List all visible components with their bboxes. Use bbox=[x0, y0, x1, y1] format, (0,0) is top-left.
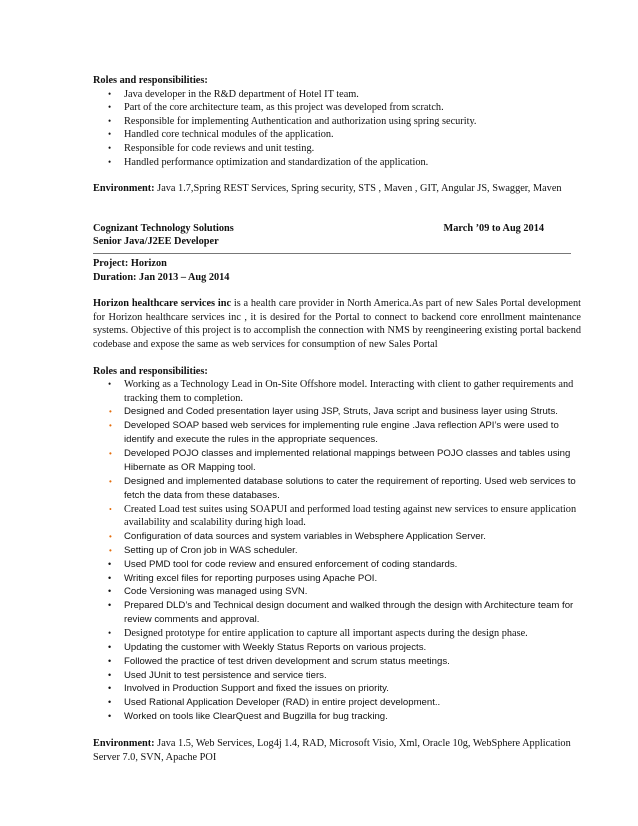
environment-2 bbox=[93, 737, 581, 764]
list-item bbox=[93, 378, 581, 405]
list-item-text: Designed and implemented database solutions to cater the requirement of reporting. Used web services to fetch the data from these databases. bbox=[124, 475, 576, 501]
list-item-text: Created Load test suites using SOAPUI and performed load testing against new services to ensure application availability and scalability during high load. bbox=[124, 503, 577, 529]
environment-1 bbox=[93, 182, 581, 196]
list-item bbox=[93, 88, 581, 102]
divider bbox=[93, 249, 571, 254]
list-item bbox=[93, 627, 581, 641]
project-duration: Duration: Jan 2013 – Aug 2014 bbox=[93, 271, 230, 283]
list-item bbox=[93, 585, 581, 599]
bullet-icon: • bbox=[108, 379, 112, 390]
list-item bbox=[93, 419, 581, 447]
job-dates: March ’09 to Aug 2014 bbox=[443, 222, 544, 234]
bullet-icon: • bbox=[108, 88, 112, 99]
list-item-text: Configuration of data sources and system variables in Websphere Application Server. bbox=[124, 530, 486, 542]
env-text-2: Java 1.5, Web Services, Log4j 1.4, RAD, Microsoft Visio, Xml, Oracle 10g, WebSphere Application Server 7.0, SVN, Apache POI bbox=[93, 738, 571, 763]
env-label-1: Environment: bbox=[93, 183, 155, 195]
list-item bbox=[93, 475, 581, 503]
list-item bbox=[93, 142, 581, 156]
list-item-text: Updating the customer with Weekly Status Reports on various projects. bbox=[124, 641, 427, 653]
list-item bbox=[93, 696, 581, 710]
bullet-icon: • bbox=[108, 628, 112, 639]
bullet-icon: • bbox=[108, 600, 112, 611]
bullet-icon: • bbox=[109, 421, 112, 431]
list-item-text: Code Versioning was managed using SVN. bbox=[124, 586, 308, 598]
list-item bbox=[93, 115, 581, 129]
list-item-text: Designed prototype for entire application to capture all important aspects during the design phase. bbox=[124, 628, 528, 640]
list-item-text: Prepared DLD’s and Technical design document and walked through the design with Architecture team for review comments and approval. bbox=[124, 600, 574, 626]
bullet-icon: • bbox=[108, 102, 112, 113]
list-item bbox=[93, 710, 581, 724]
list-item bbox=[93, 447, 581, 475]
bullet-icon: • bbox=[109, 449, 112, 458]
bullet-icon: • bbox=[108, 669, 112, 680]
list-item bbox=[93, 530, 581, 544]
list-item-text: Writing excel files for reporting purposes using Apache POI. bbox=[124, 572, 378, 584]
env-label-2: Environment: bbox=[93, 738, 155, 750]
list-item bbox=[93, 156, 581, 170]
bullet-icon: • bbox=[108, 586, 112, 597]
bullet-icon: • bbox=[108, 697, 112, 708]
list-item-text: Developed POJO classes and implemented relational mappings between POJO classes and tables using Hibernate as OR Mapping tool. bbox=[124, 448, 571, 473]
list-item bbox=[93, 641, 581, 655]
bullet-icon: • bbox=[108, 711, 112, 722]
list-item-text: Worked on tools like ClearQuest and Bugzilla for bug tracking. bbox=[124, 711, 388, 723]
env-text-1: Java 1.7,Spring REST Services, Spring security, STS , Maven , GIT, Angular JS, Swagger, Maven bbox=[154, 183, 562, 195]
list-item-text: Used JUnit to test persistence and service tiers. bbox=[124, 669, 327, 681]
roles-heading-1: Roles and responsibilities: bbox=[93, 75, 208, 86]
list-item-text: Used Rational Application Developer (RAD) in entire project development.. bbox=[124, 697, 441, 709]
list-item-text: Used PMD tool for code review and ensured enforcement of coding standards. bbox=[124, 558, 458, 570]
company-name: Cognizant Technology Solutions bbox=[93, 222, 234, 234]
roles-list-2 bbox=[93, 378, 581, 724]
bullet-icon: • bbox=[109, 531, 112, 541]
bullet-icon: • bbox=[108, 142, 112, 153]
list-item bbox=[93, 682, 581, 696]
list-item-text: Java developer in the R&D department of Hotel IT team. bbox=[124, 88, 359, 100]
list-item bbox=[93, 544, 581, 558]
list-item bbox=[93, 101, 581, 115]
list-item-text: Developed SOAP based web services for implementing rule engine .Java reflection API’s were used to identify and execute the rules in the appropriate sequences. bbox=[124, 420, 559, 446]
bullet-icon: • bbox=[108, 115, 112, 126]
list-item-text: Working as a Technology Lead in On-Site Offshore model. Interacting with client to gather requirements and tracking them to completion. bbox=[124, 379, 574, 404]
bullet-icon: • bbox=[109, 545, 112, 555]
project-name: Project: Horizon bbox=[93, 257, 167, 269]
bullet-icon: • bbox=[108, 655, 112, 666]
roles-heading-2: Roles and responsibilities: bbox=[93, 365, 208, 377]
bullet-icon: • bbox=[108, 129, 112, 140]
list-item bbox=[93, 128, 581, 142]
list-item-text: Setting up of Cron job in WAS scheduler. bbox=[124, 544, 298, 556]
summary-text: is a health care provider in North America.As part of new Sales Portal development for Horizon healthcare services inc , it is desired for the Portal to connect to backend core enrollment maintenance systems. Objective of this project is to accomplish the connection with NMS by reengineering existing portal backend codebase and expose the same as web services for consumption of new Sales Portal bbox=[93, 298, 581, 350]
job-header bbox=[93, 222, 581, 236]
bullet-icon: • bbox=[108, 683, 112, 694]
list-item bbox=[93, 599, 581, 627]
bullet-icon: • bbox=[108, 156, 112, 167]
bullet-icon: • bbox=[109, 504, 112, 514]
list-item-text: Responsible for code reviews and unit testing. bbox=[124, 142, 315, 154]
list-item bbox=[93, 558, 581, 572]
summary-bold: Horizon healthcare services inc bbox=[93, 298, 232, 310]
job-title: Senior Java/J2EE Developer bbox=[93, 236, 219, 248]
list-item bbox=[93, 572, 581, 586]
bullet-icon: • bbox=[108, 641, 112, 652]
list-item-text: Followed the practice of test driven development and scrum status meetings. bbox=[124, 655, 450, 667]
bullet-icon: • bbox=[109, 476, 112, 486]
bullet-icon: • bbox=[109, 407, 112, 417]
bullet-icon: • bbox=[108, 558, 112, 569]
list-item-text: Handled core technical modules of the application. bbox=[124, 129, 334, 141]
list-item-text: Designed and Coded presentation layer using JSP, Struts, Java script and business layer using Struts. bbox=[124, 406, 558, 418]
list-item-text: Part of the core architecture team, as this project was developed from scratch. bbox=[124, 102, 444, 114]
bullet-icon: • bbox=[108, 572, 112, 583]
project-summary bbox=[93, 297, 581, 351]
list-item bbox=[93, 669, 581, 683]
list-item-text: Handled performance optimization and standardization of the application. bbox=[124, 156, 429, 168]
resume-page bbox=[93, 74, 581, 764]
list-item bbox=[93, 405, 581, 419]
list-item-text: Involved in Production Support and fixed the issues on priority. bbox=[124, 683, 389, 695]
list-item bbox=[93, 655, 581, 669]
roles-list-1 bbox=[93, 88, 581, 170]
list-item bbox=[93, 503, 581, 530]
list-item-text: Responsible for implementing Authentication and authorization using spring security. bbox=[124, 115, 477, 127]
